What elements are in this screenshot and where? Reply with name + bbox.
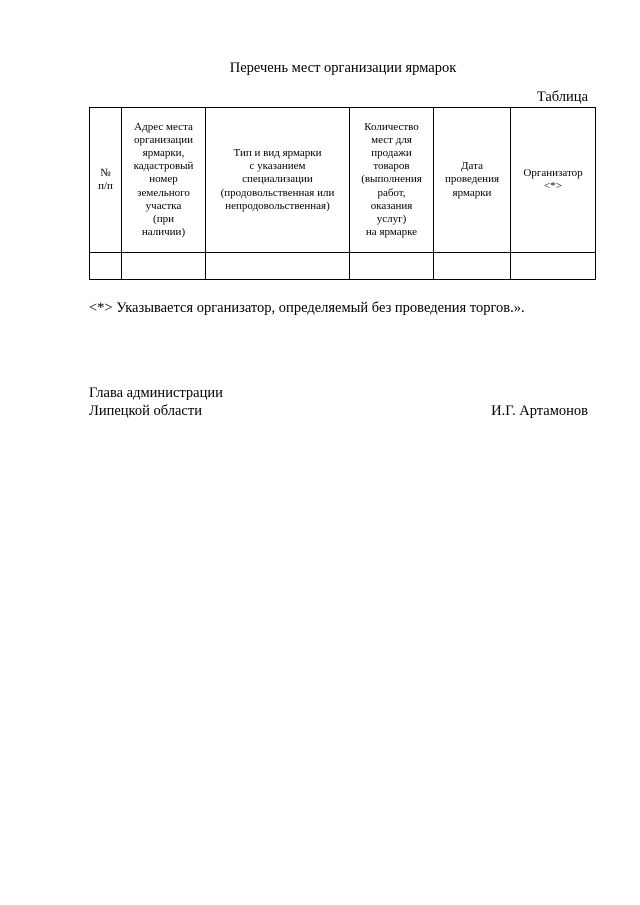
header-address-text: Адрес места организации ярмарки, кадастровый номер земельного участка (при наличии) — [133, 120, 194, 239]
document-title: Перечень мест организации ярмарок — [229, 60, 457, 76]
table-cell — [511, 253, 596, 280]
header-type-text: Тип и вид ярмарки с указанием специализации (продовольственная или непродовольственная) — [220, 146, 335, 212]
header-organizer-text: Организатор <*> — [523, 166, 583, 192]
signature-name: И.Г. Артамонов — [491, 402, 588, 419]
table-cell — [350, 253, 434, 280]
header-number — [90, 108, 122, 253]
signature-position-line1: Глава администрации — [89, 385, 223, 401]
signature-position-line2: Липецкой области — [89, 402, 202, 419]
table-cell — [434, 253, 511, 280]
table-header-row — [90, 108, 596, 253]
header-organizer — [511, 108, 596, 253]
table-cell — [122, 253, 206, 280]
signature-block — [89, 385, 589, 420]
table-cell — [206, 253, 350, 280]
header-address — [122, 108, 206, 253]
fair-places-table — [89, 107, 596, 280]
footnote: <*> Указывается организатор, определяемый без проведения торгов.». — [89, 300, 525, 316]
header-places-count-text: Количество мест для продажи товаров (выполнения работ, оказания услуг) на ярмарке — [361, 120, 422, 239]
header-date — [434, 108, 511, 253]
table-row — [90, 253, 596, 280]
header-places-count — [350, 108, 434, 253]
table-cell — [90, 253, 122, 280]
table-label: Таблица — [536, 89, 588, 105]
header-type — [206, 108, 350, 253]
header-number-text: № п/п — [98, 166, 113, 192]
header-date-text: Дата проведения ярмарки — [444, 160, 500, 199]
